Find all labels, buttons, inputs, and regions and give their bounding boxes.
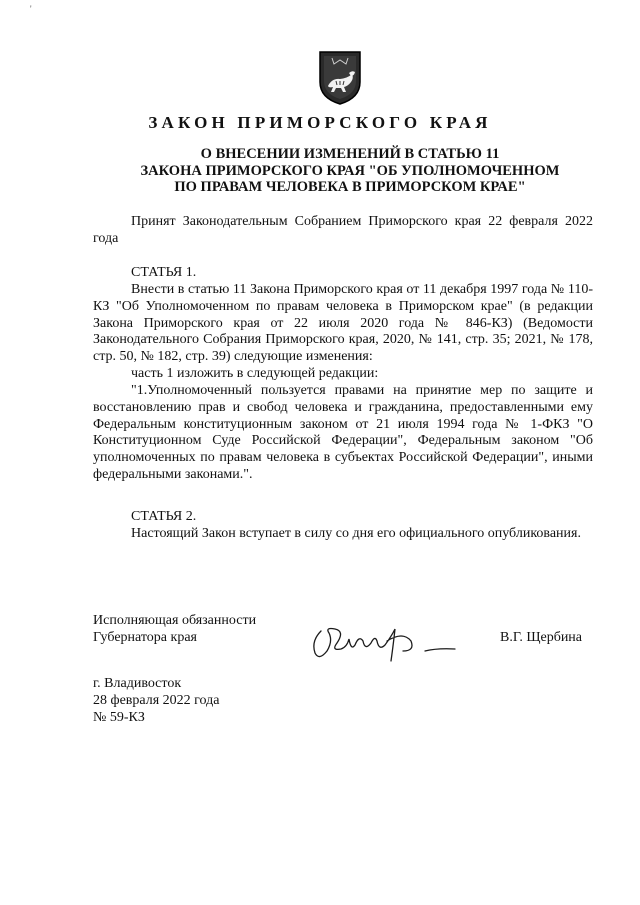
article-2-text: Настоящий Закон вступает в силу со дня его официального опубликования.	[131, 526, 581, 541]
adoption-statement: Принят Законодательным Собранием Приморского края 22 февраля 2022 года	[93, 214, 593, 246]
coat-of-arms-icon	[318, 50, 362, 106]
subtitle-line: ПО ПРАВАМ ЧЕЛОВЕКА В ПРИМОРСКОМ КРАЕ"	[174, 179, 526, 195]
handwritten-signature	[307, 621, 457, 665]
subtitle-line: О ВНЕСЕНИИ ИЗМЕНЕНИЙ В СТАТЬЮ 11	[200, 146, 500, 162]
article-1-heading: СТАТЬЯ 1.	[131, 265, 197, 280]
signing-date: 28 февраля 2022 года	[93, 693, 220, 708]
article-1-instruction: часть 1 изложить в следующей редакции:	[131, 366, 379, 381]
article-1-intro: Внести в статью 11 Закона Приморского края от 11 декабря 1997 года № 110-КЗ "Об Уполномоченном по правам человека в Приморском крае" (в редакции Закона Приморского края от 22 июля 2020 года № 846-КЗ) (Ведомости Законодательного Собрания Приморского края, 2020, № 141, стр. 35; 2021, № 178, стр. 50, № 182, стр. 39) следующие изменения:	[93, 282, 593, 365]
subtitle-line: ЗАКОНА ПРИМОРСКОГО КРАЯ "ОБ УПОЛНОМОЧЕННОМ	[140, 162, 560, 179]
law-title: ЗАКОН ПРИМОРСКОГО КРАЯ	[148, 113, 492, 132]
law-subtitle	[0, 146, 640, 196]
article-1-new-text: "1.Уполномоченный пользуется правами на принятие мер по защите и восстановлению прав и свобод человека и гражданина, предоставленными ему Федеральным конституционным законом от 21 июля 1994 года № 1-ФКЗ "О Конституционном Суде Российской Федерации", Федеральным законом "Об уполномоченных по правам человека в субъектах Российской Федерации", иными федеральными законами.".	[93, 383, 593, 482]
article-2-heading: СТАТЬЯ 2.	[131, 509, 197, 524]
law-number: № 59-КЗ	[93, 710, 145, 725]
signatory-position-line-1: Исполняющая обязанности	[93, 613, 257, 628]
signatory-name: В.Г. Щербина	[500, 630, 583, 645]
signing-place: г. Владивосток	[93, 676, 182, 691]
corner-mark: '	[30, 4, 32, 14]
signatory-position-line-2: Губернатора края	[93, 630, 197, 645]
